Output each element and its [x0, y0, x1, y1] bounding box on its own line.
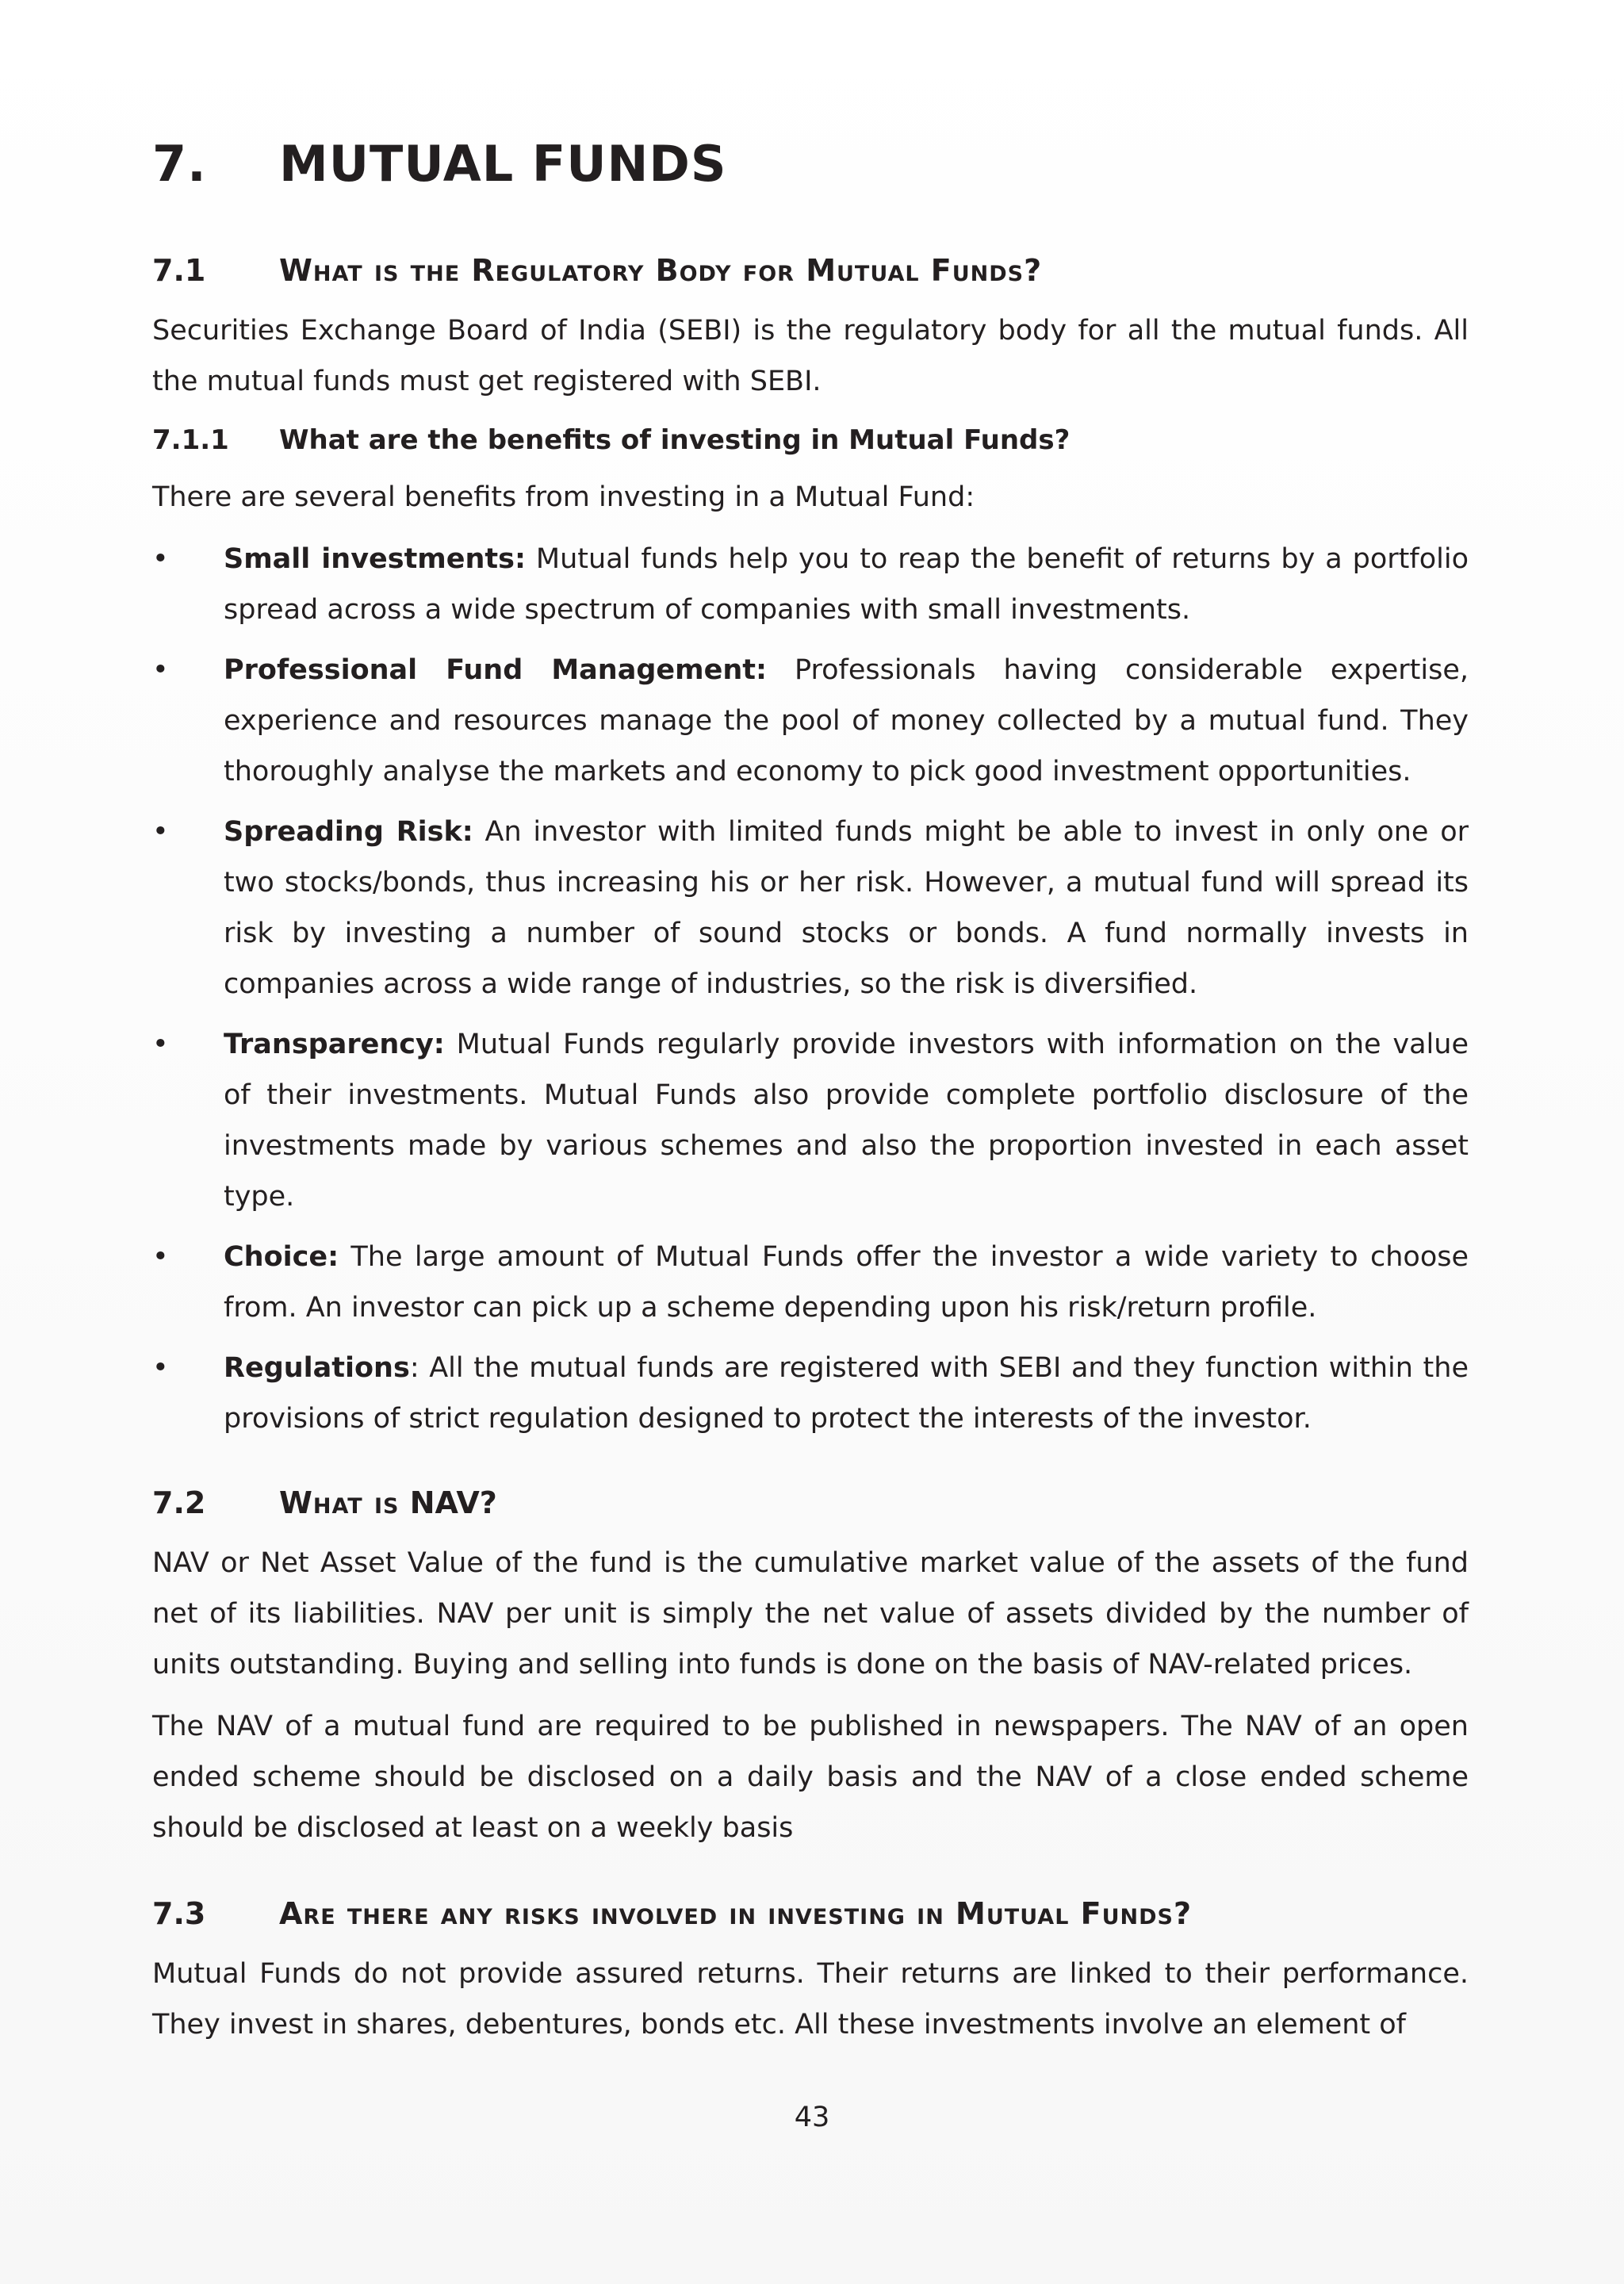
section-7-2-paragraph-2: The NAV of a mutual fund are required to be published in newspapers. The NAV of an open ended scheme should be disclosed on a daily basis and the NAV of a close ended scheme should be disclosed at least on a weekly basis	[152, 1711, 1469, 1844]
subsection-title: What are the benefits of investing in Mutual Funds?	[279, 424, 1071, 456]
section-title-suffix: NAV?	[409, 1485, 497, 1520]
section-7-1-heading	[152, 253, 1469, 288]
section-number: 7.1	[152, 253, 206, 288]
bullet-icon: •	[152, 543, 169, 575]
section-title-prefix: What is	[279, 1485, 400, 1520]
chapter-title-text: MUTUAL FUNDS	[279, 135, 727, 193]
chapter-number: 7.	[152, 135, 207, 193]
subsection-intro: There are several benefits from investing in a Mutual Fund:	[152, 481, 975, 513]
spacer	[152, 1864, 1469, 1896]
list-item-text: Professionals having considerable expertise, experience and resources manage the pool of money collected by a mutual fund. They thoroughly analyse the markets and economy to pick good investment opportunities.	[224, 654, 1469, 788]
list-item-text: Mutual funds help you to reap the benefit of returns by a portfolio spread across a wide spectrum of companies with small investments.	[224, 543, 1469, 626]
bullet-icon: •	[152, 1029, 169, 1060]
list-item-text: The large amount of Mutual Funds offer the investor a wide variety to choose from. An investor can pick up a scheme depending upon his risk/return profile.	[224, 1241, 1469, 1324]
bullet-icon: •	[152, 1352, 169, 1384]
section-7-2-heading	[152, 1485, 1469, 1520]
list-item-term: Professional Fund Management:	[224, 654, 767, 686]
benefits-list	[152, 534, 1469, 1444]
list-item-text: Mutual Funds regularly provide investors with information on the value of their investments. Mutual Funds also provide complete portfolio disclosure of the investments made by various schemes and also the proportion invested in each asset type.	[224, 1029, 1469, 1213]
section-title: What is the Regulatory Body for Mutual Funds?	[279, 253, 1043, 288]
section-number: 7.3	[152, 1896, 206, 1931]
subsection-7-1-1-heading	[152, 424, 1469, 456]
section-7-1-paragraph: Securities Exchange Board of India (SEBI) is the regulatory body for all the mutual funds. All the mutual funds must get registered with SEBI.	[152, 315, 1469, 397]
list-item	[152, 807, 1469, 1010]
list-item-term: Choice:	[224, 1241, 339, 1273]
list-item	[152, 1343, 1469, 1444]
page-content	[152, 135, 1469, 2061]
list-item-term: Transparency:	[224, 1029, 445, 1060]
list-item	[152, 1019, 1469, 1222]
bullet-icon: •	[152, 1241, 169, 1273]
bullet-icon: •	[152, 816, 169, 848]
section-7-2-paragraph-1: NAV or Net Asset Value of the fund is the cumulative market value of the assets of the fund net of its liabilities. NAV per unit is simply the net value of assets divided by the number of units outstanding. Buying and selling into funds is done on the basis of NAV-related prices.	[152, 1547, 1469, 1680]
chapter-title	[152, 135, 1469, 193]
list-item	[152, 1232, 1469, 1333]
section-number: 7.2	[152, 1485, 206, 1520]
list-item-term: Spreading Risk:	[224, 816, 473, 848]
section-7-3-heading	[152, 1896, 1469, 1931]
section-title	[279, 1485, 497, 1520]
bullet-icon: •	[152, 654, 169, 686]
subsection-number: 7.1.1	[152, 424, 229, 456]
section-7-3-paragraph: Mutual Funds do not provide assured returns. Their returns are linked to their performance. They invest in shares, debentures, bonds etc. All these investments involve an element of	[152, 1958, 1469, 2041]
list-item	[152, 534, 1469, 635]
page-number: 43	[794, 2102, 830, 2133]
list-item-term: Regulations	[224, 1352, 410, 1384]
list-item-term: Small investments:	[224, 543, 526, 575]
list-item	[152, 645, 1469, 797]
spacer	[152, 1454, 1469, 1485]
list-item-text: An investor with limited funds might be able to invest in only one or two stocks/bonds, thus increasing his or her risk. However, a mutual fund will spread its risk by investing a number of sound stocks or bonds. A fund normally invests in companies across a wide range of industries, so the risk is diversified.	[224, 816, 1469, 1000]
section-title: Are there any risks involved in investing in Mutual Funds?	[279, 1896, 1193, 1931]
list-item-text: : All the mutual funds are registered with SEBI and they function within the provisions of strict regulation designed to protect the interests of the investor.	[224, 1352, 1469, 1435]
